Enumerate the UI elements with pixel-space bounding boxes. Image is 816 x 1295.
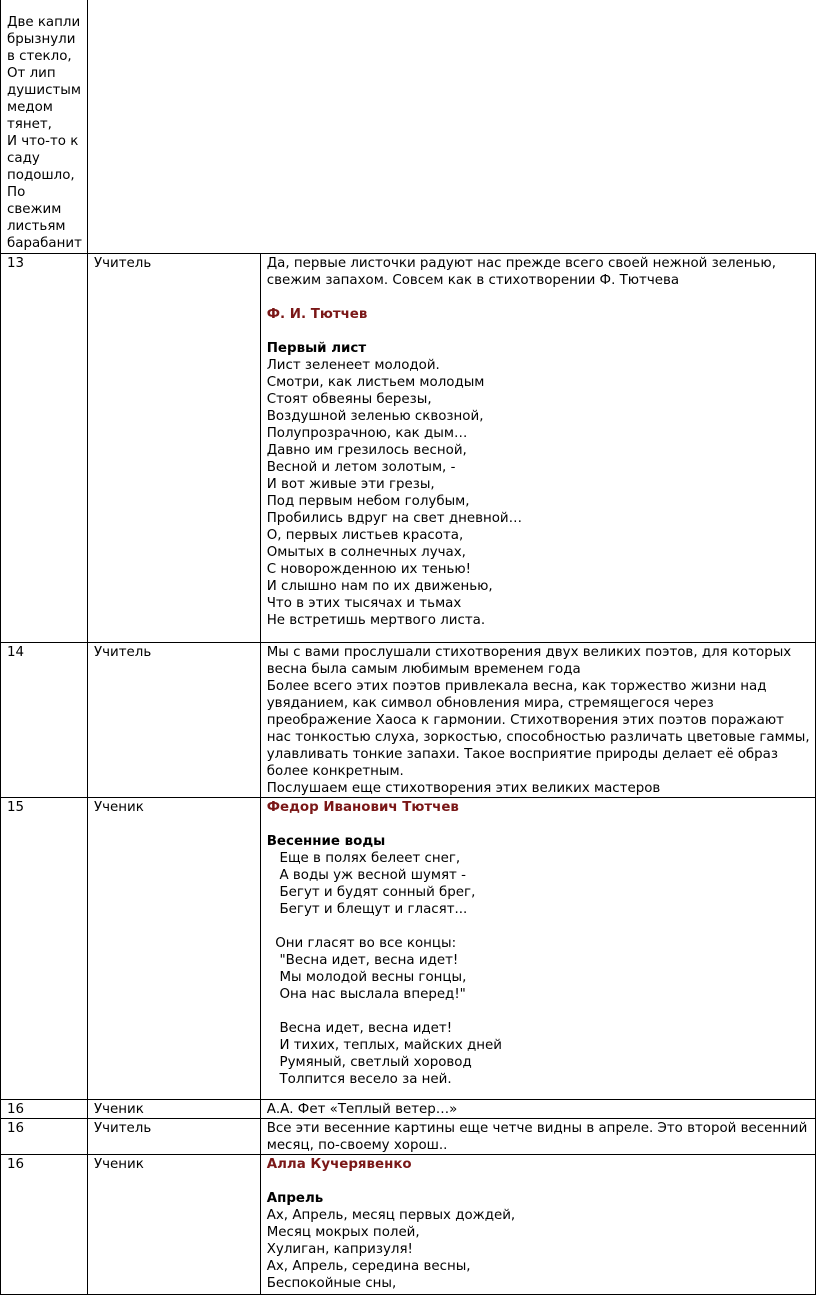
poem-line: Бегут и блещут и гласят...	[266, 901, 468, 917]
poem-line: Она нас выслала вперед!"	[266, 986, 466, 1002]
poem-author: Федор Иванович Тютчев	[266, 799, 459, 815]
poem-line: барабанит	[7, 236, 82, 251]
row-role: Ученик	[87, 797, 260, 1099]
row-number: 16	[1, 1154, 88, 1294]
poem-line: И слышно нам по их движенью,	[266, 578, 493, 594]
poem-line: Омытых в солнечных лучах,	[266, 544, 466, 560]
poem-line: медом	[7, 100, 53, 115]
poem-line: По	[7, 185, 26, 200]
poem-line: Ах, Апрель, середина весны,	[266, 1258, 471, 1274]
paragraph: Мы с вами прослушали стихотворения двух великих поэтов, для которых весна была самым любимым временем года	[266, 644, 792, 677]
poem-line: Бегут и будят сонный брег,	[266, 884, 476, 900]
poem-line: подошло,	[7, 168, 75, 183]
row-role: Учитель	[87, 642, 260, 797]
row-role: Ученик	[87, 1099, 260, 1118]
poem-line: Воздушной зеленью сквозной,	[266, 408, 484, 424]
poem-line: Что в этих тысячах и тьмах	[266, 595, 462, 611]
row-content: А.А. Фет «Теплый ветер…»	[260, 1099, 815, 1118]
row-role: Учитель	[87, 253, 260, 642]
poem-line: душистым	[7, 83, 81, 98]
poem-fragment-cell	[1, 0, 88, 253]
poem-title: Апрель	[266, 1190, 324, 1206]
row-role: Ученик	[87, 1154, 260, 1294]
poem-line: И что-то к	[7, 134, 79, 149]
table-row	[1, 642, 816, 797]
row-content	[260, 1154, 815, 1294]
poem-line: Смотри, как листьем молодым	[266, 374, 485, 390]
poem-line: Ах, Апрель, месяц первых дождей,	[266, 1207, 516, 1223]
poem-line: Они гласят во все концы:	[266, 935, 457, 951]
poem-author: Ф. И. Тютчев	[266, 306, 368, 322]
poem-line: Хулиган, капризуля!	[266, 1241, 413, 1257]
row-number: 15	[1, 797, 88, 1099]
poem-line: "Весна идет, весна идет!	[266, 952, 459, 968]
row-number: 13	[1, 253, 88, 642]
poem-title: Весенние воды	[266, 833, 386, 849]
poem-line: Стоят обвеяны березы,	[266, 391, 432, 407]
poem-line: Толпится весело за ней.	[266, 1071, 452, 1087]
poem-line: С новорожденною их тенью!	[266, 561, 472, 577]
row-role: Учитель	[87, 1118, 260, 1154]
poem-line: свежим	[7, 202, 62, 217]
poem-line: И тихих, теплых, майских дней	[266, 1037, 502, 1053]
poem-line: Мы молодой весны гонцы,	[266, 969, 467, 985]
poem-line: Весной и летом золотым, -	[266, 459, 456, 475]
empty-cell	[87, 0, 815, 253]
poem-line: Еще в полях белеет снег,	[266, 850, 461, 866]
poem-line: Румяный, светлый хоровод	[266, 1054, 472, 1070]
poem-line: Лист зеленеет молодой.	[266, 357, 440, 373]
table-row	[1, 797, 816, 1099]
poem-line: О, первых листьев красота,	[266, 527, 464, 543]
poem-line: Месяц мокрых полей,	[266, 1224, 420, 1240]
poem-line: брызнули	[7, 32, 76, 47]
table-row	[1, 1118, 816, 1154]
poem-line: Не встретишь мертвого листа.	[266, 612, 486, 628]
table-row	[1, 0, 816, 253]
poem-line: И вот живые эти грезы,	[266, 476, 435, 492]
intro-text: Да, первые листочки радуют нас прежде всего своей нежной зеленью, свежим запахом. Совсем как в стихотворении Ф. Тютчева	[266, 255, 776, 288]
row-content	[260, 797, 815, 1099]
poem-line: саду	[7, 151, 40, 166]
poem-line: От лип	[7, 66, 56, 81]
row-content	[260, 253, 815, 642]
poem-line: Две капли	[7, 15, 81, 30]
table-row	[1, 1099, 816, 1118]
paragraph: Более всего этих поэтов привлекала весна, как торжество жизни над увяданием, как символ обновления мира, стремящегося через преображение Хаоса к гармонии. Стихотворения этих поэтов поражают нас тонкостью слуха, зоркостью, способностью различать цветовые гаммы, улавливать тонкие запахи. Такое восприятие природы делает её образ более конкретным.	[266, 678, 810, 779]
row-number: 16	[1, 1118, 88, 1154]
poem-line: в стекло,	[7, 49, 72, 64]
poem-line: Весна идет, весна идет!	[266, 1020, 453, 1036]
poem-line: листьям	[7, 219, 66, 234]
paragraph: Послушаем еще стихотворения этих великих мастеров	[266, 780, 661, 796]
poem-line: Беспокойные сны,	[266, 1275, 397, 1291]
poem-line: А воды уж весной шумят -	[266, 867, 466, 883]
poem-author: Алла Кучерявенко	[266, 1156, 412, 1172]
poem-line: тянет,	[7, 117, 52, 132]
poem-title: Первый лист	[266, 340, 367, 356]
table-row	[1, 253, 816, 642]
row-number: 16	[1, 1099, 88, 1118]
row-content: Все эти весенние картины еще четче видны в апреле. Это второй весенний месяц, по-своему хорош..	[260, 1118, 815, 1154]
poem-line: Давно им грезилось весной,	[266, 442, 467, 458]
row-number: 14	[1, 642, 88, 797]
poem-line: Полупрозрачною, как дым…	[266, 425, 468, 441]
poem-line: Под первым небом голубым,	[266, 493, 470, 509]
table-row	[1, 1154, 816, 1294]
row-content	[260, 642, 815, 797]
poem-line: Пробились вдруг на свет дневной…	[266, 510, 523, 526]
